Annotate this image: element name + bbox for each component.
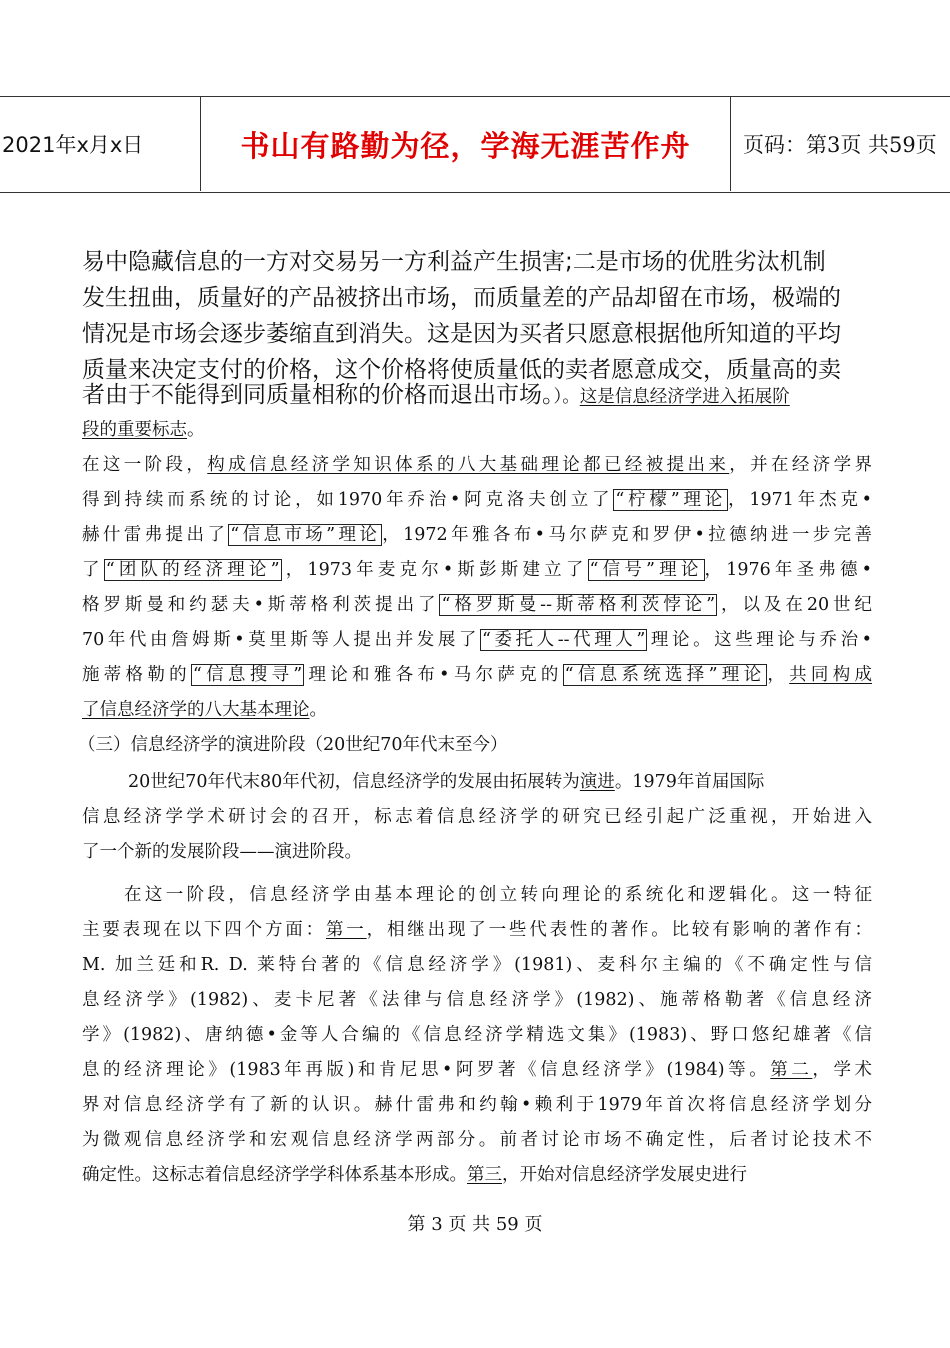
text-line: 了一个新的发展阶段——演进阶段。	[82, 842, 362, 862]
text-line: 施蒂格勒的 “信息搜寻” 理论和雅各布•马尔萨克的 “信息系统选择”理论 ，共同构成	[82, 665, 872, 685]
section-title: （三）信息经济学的演进阶段（20世纪70年代末至今）	[78, 735, 508, 755]
underlined-text: 第三	[467, 1165, 502, 1185]
underlined-text: 共同构成	[789, 665, 872, 685]
boxed-term: “团队的经济理论”	[105, 560, 280, 580]
text-line: M. 加兰廷和R. D. 莱特台著的《信息经济学》(1981)、麦科尔主编的《不确定性与信	[82, 955, 872, 975]
document-body	[78, 382, 873, 1193]
lead-paragraph	[82, 244, 872, 388]
boxed-term: “信号”理论	[589, 560, 703, 580]
boxed-term: “信息市场”理论	[230, 525, 381, 545]
text-line: 学》(1982)、唐纳德•金等人合编的《信息经济学精选文集》(1983)、野口悠纪雄著《信	[82, 1025, 872, 1045]
page-footer: 第 3 页 共 59 页	[407, 1214, 543, 1235]
underlined-text: 第二	[770, 1060, 813, 1080]
text-line: 了信息经济学的八大基本理论。	[82, 700, 327, 720]
text-line: 息经济学》(1982)、麦卡尼著《法律与信息经济学》(1982)、施蒂格勒著《信息经济	[82, 990, 872, 1010]
text-line: 赫什雷弗提出了 “信息市场”理论 ，1972年雅各布•马尔萨克和罗伊•拉德纳进一步完善	[82, 525, 872, 545]
lead-line: 情况是市场会逐步萎缩直到消失。这是因为买者只愿意根据他所知道的平均	[82, 321, 841, 347]
text-line: 得到持续而系统的讨论，如1970年乔治•阿克洛夫创立了 “柠檬”理论 ，1971年杰克•	[82, 490, 873, 510]
lead-line: 易中隐藏信息的一方对交易另一方利益产生损害;二是市场的优胜劣汰机制	[82, 249, 826, 275]
header-motto: 书山有路勤为径，学海无涯苦作舟	[200, 97, 731, 191]
underlined-text: 构成信息经济学知识体系的八大基础理论都已经被提出来	[207, 455, 730, 475]
lead-line-end: 者由于不能得到同质量相称的价格而退出市场。	[82, 382, 554, 408]
lead-line: 发生扭曲，质量好的产品被挤出市场，而质量差的产品却留在市场，极端的	[82, 285, 841, 311]
boxed-term: “柠檬”理论	[615, 490, 727, 510]
boxed-term: “信息搜寻”	[192, 665, 303, 685]
text-line: 信息经济学学术研讨会的召开，标志着信息经济学的研究已经引起广泛重视，开始进入	[82, 807, 872, 827]
boxed-term: “格罗斯曼--斯蒂格利茨悖论”	[441, 595, 716, 615]
underlined-text: 了信息经济学的八大基本理论	[82, 700, 310, 720]
boxed-term: “信息系统选择”理论	[564, 665, 766, 685]
underlined-text: 演进	[579, 772, 615, 792]
text-line: 确定性。这标志着信息经济学学科体系基本形成。第三，开始对信息经济学发展史进行	[82, 1165, 747, 1185]
text-line: 为微观信息经济学和宏观信息经济学两部分。前者讨论市场不确定性，后者讨论技术不	[82, 1130, 872, 1150]
text-line: 了 “团队的经济理论” ，1973年麦克尔•斯彭斯建立了 “信号”理论 ，1976年圣弗德•	[82, 560, 872, 580]
text-line: 者由于不能得到同质量相称的价格而退出市场。）。这是信息经济学进入拓展阶	[82, 382, 790, 408]
text-line: 界对信息经济学有了新的认识。赫什雷弗和约翰•赖利于1979年首次将信息经济学划分	[82, 1095, 872, 1115]
boxed-term: “委托人--代理人”	[482, 630, 646, 650]
header-page-info: 页码：第3页 共59页	[743, 133, 937, 157]
text-line: 段的重要标志。	[82, 420, 205, 440]
text-line: 70年代由詹姆斯•莫里斯等人提出并发展了 “委托人--代理人” 理论。这些理论与乔治•	[82, 630, 872, 650]
text-line: 在这一阶段，信息经济学由基本理论的创立转向理论的系统化和逻辑化。这一特征	[124, 885, 872, 905]
underlined-text: 第一	[325, 920, 367, 940]
text-line: 在这一阶段，构成信息经济学知识体系的八大基础理论都已经被提出来，并在经济学界	[82, 455, 873, 475]
header-date: 2021年x月x日	[2, 133, 144, 157]
text-line: 息的经济理论》(1983年再版)和肯尼思•阿罗著《信息经济学》(1984)等。第二，学术	[82, 1060, 873, 1080]
text-line: 20世纪70年代末80年代初，信息经济学的发展由拓展转为演进。1979年首届国际	[128, 772, 765, 792]
underlined-text: 段的重要标志	[82, 420, 187, 440]
page-header	[0, 96, 950, 193]
underlined-text: 这是信息经济学进入拓展阶	[579, 387, 790, 407]
text-line: 格罗斯曼和约瑟夫•斯蒂格利茨提出了 “格罗斯曼--斯蒂格利茨悖论” ，以及在20世纪	[82, 595, 872, 615]
lead-line: 质量来决定支付的价格，这个价格将使质量低的卖者愿意成交，质量高的卖	[82, 357, 841, 383]
text-line: 主要表现在以下四个方面：第一，相继出现了一些代表性的著作。比较有影响的著作有：	[82, 920, 873, 940]
